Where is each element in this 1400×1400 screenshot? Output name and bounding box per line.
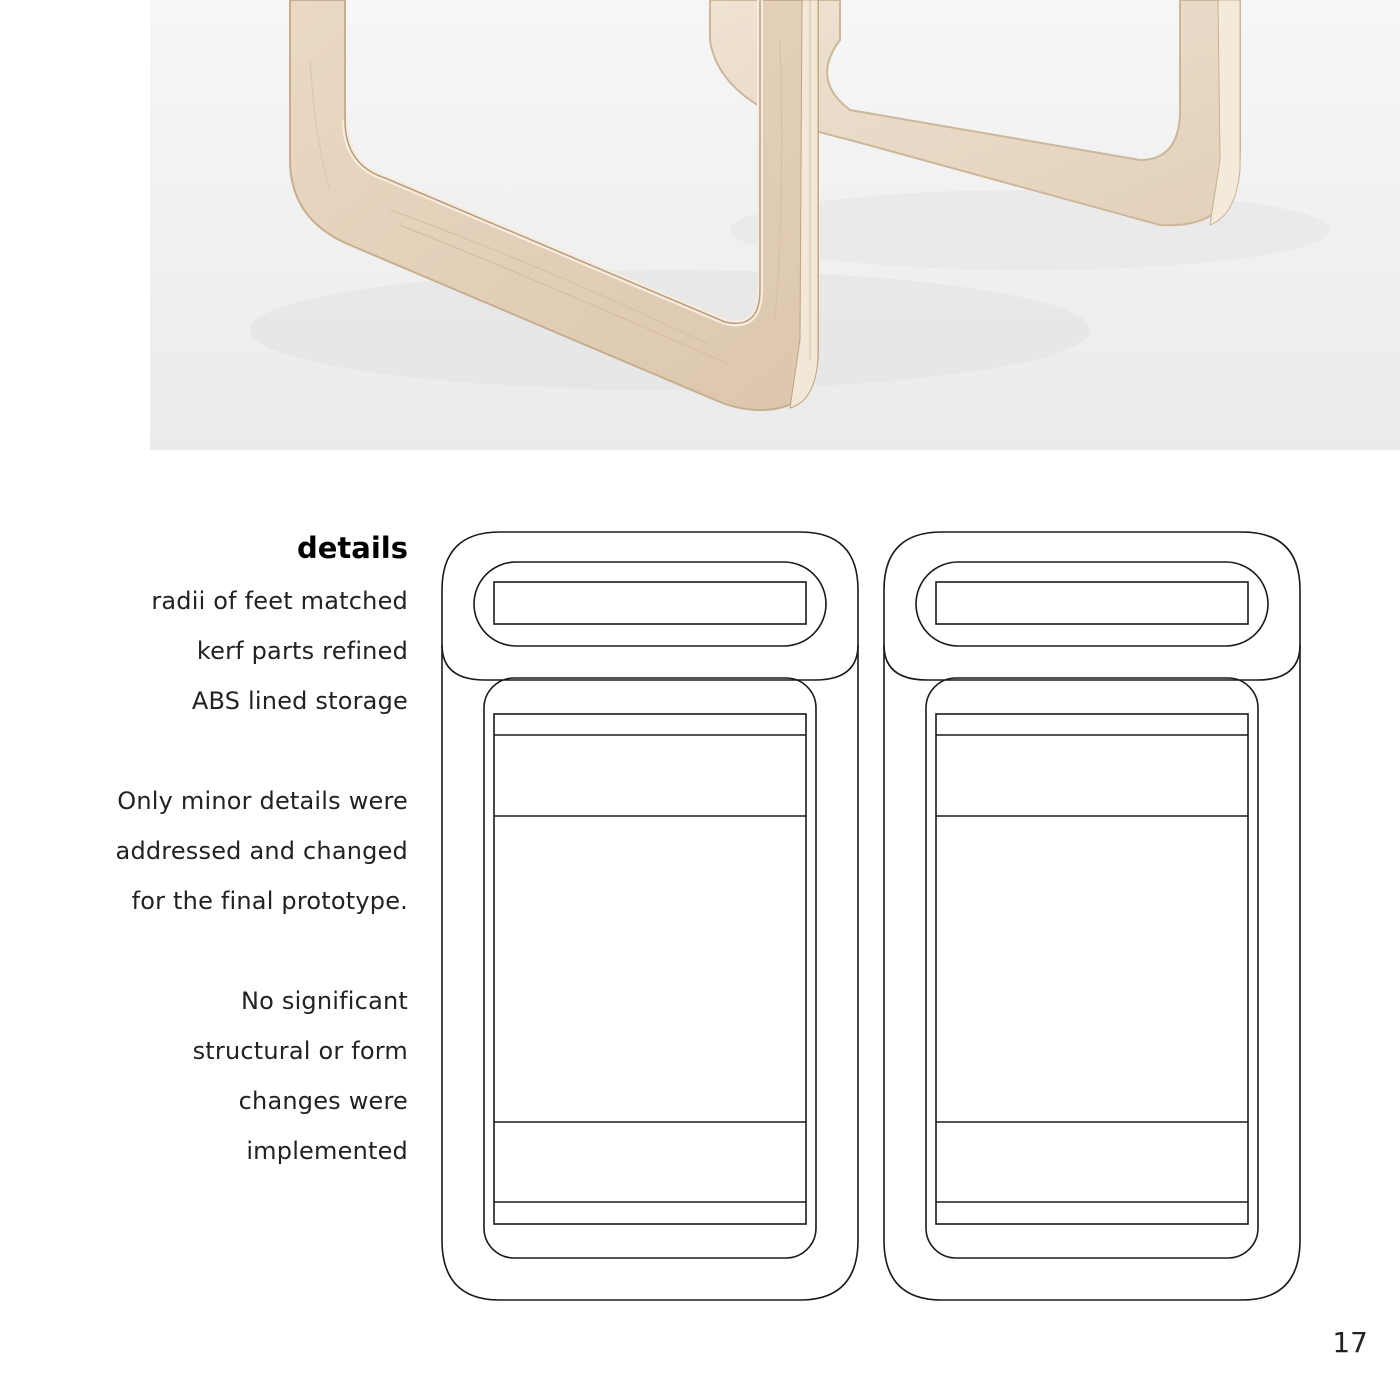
stool-drawing-right <box>884 532 1300 1300</box>
paragraph-line: Only minor details were <box>117 787 408 815</box>
paragraph-line: structural or form <box>192 1037 408 1065</box>
paragraph-line: addressed and changed <box>115 837 408 865</box>
stool-drawing-left <box>442 532 858 1300</box>
details-heading: details <box>296 531 408 565</box>
details-text <box>40 520 408 1176</box>
stool-leg-photo <box>150 0 1400 450</box>
paragraph-line: for the final prototype. <box>131 887 408 915</box>
detail-item: kerf parts refined <box>196 637 408 665</box>
page-number: 17 <box>1332 1326 1368 1359</box>
detail-item: radii of feet matched <box>151 587 408 615</box>
paragraph-line: No significant <box>241 987 408 1015</box>
detail-item: ABS lined storage <box>191 687 408 715</box>
stool-line-drawing <box>430 520 1320 1320</box>
paragraph-line: implemented <box>246 1137 408 1165</box>
paragraph-line: changes were <box>238 1087 408 1115</box>
